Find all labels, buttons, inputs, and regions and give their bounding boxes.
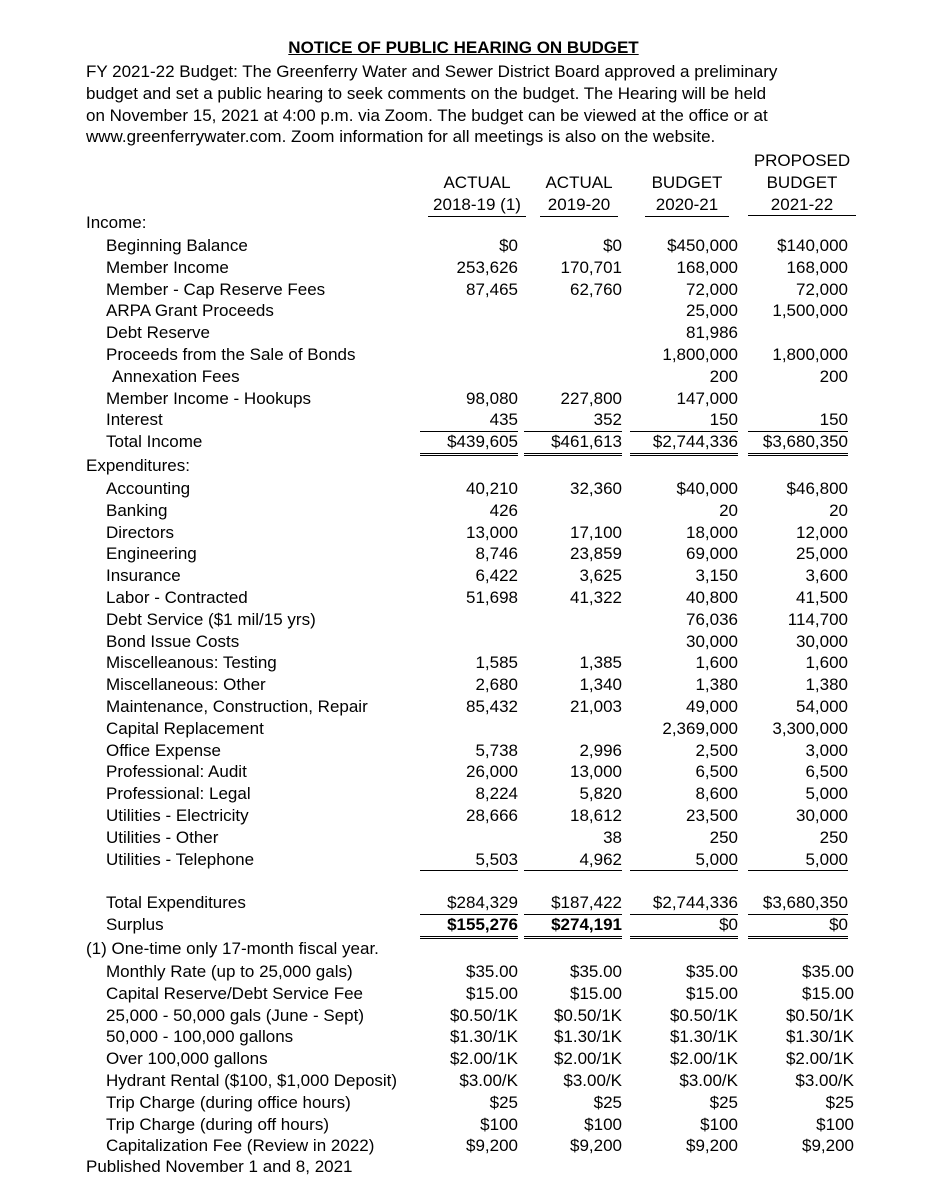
- income-row: [0, 366, 927, 388]
- row-value: 4,962: [524, 849, 622, 872]
- expenditure-row: [0, 587, 927, 609]
- row-value: $187,422: [524, 892, 622, 915]
- row-value: 1,600: [695, 653, 738, 673]
- row-value: 13,000: [570, 762, 622, 782]
- fiscal-year-footnote: (1) One-time only 17-month fiscal year.: [86, 939, 379, 958]
- row-value: 21,003: [570, 697, 622, 716]
- row-value: 20: [719, 500, 738, 520]
- row-value: $0.50/1K: [449, 1005, 518, 1025]
- expenditure-row: [0, 674, 927, 696]
- row-value: $2.00/1K: [449, 1049, 518, 1069]
- rate-row: [0, 1026, 927, 1048]
- row-value: $0.50/1K: [785, 1005, 854, 1025]
- row-value: 6,500: [695, 762, 738, 782]
- rate-row: [0, 1092, 927, 1114]
- row-label: Surplus: [106, 915, 164, 934]
- row-label: Accounting: [106, 479, 191, 498]
- row-value: 26,000: [466, 762, 518, 782]
- row-value: 2,500: [695, 740, 738, 760]
- row-label: Utilities - Other: [106, 827, 219, 847]
- expenditure-row: [0, 522, 927, 544]
- expenditure-row: [0, 761, 927, 783]
- row-label: Hydrant Rental ($100, $1,000 Deposit): [106, 1071, 398, 1090]
- row-value: $15.00: [466, 983, 518, 1003]
- row-value: $0: [748, 914, 848, 939]
- row-label: Bond Issue Costs: [106, 631, 240, 651]
- intro-line: budget and set a public hearing to seek comments on the budget. The Hearing will be held: [86, 83, 767, 103]
- row-value: 200: [819, 366, 848, 386]
- row-value: $35.00: [686, 962, 738, 981]
- row-value: $274,191: [524, 914, 622, 939]
- row-value: 250: [709, 827, 738, 847]
- expenditure-row: [0, 652, 927, 674]
- expenditure-row: [0, 500, 927, 522]
- row-value: 1,585: [475, 653, 518, 673]
- row-label: Debt Service ($1 mil/15 yrs): [106, 609, 316, 629]
- row-value: 23,859: [570, 544, 622, 564]
- row-value: $3,680,350: [748, 892, 848, 915]
- row-value: $1.30/1K: [669, 1027, 738, 1047]
- row-value: $0.50/1K: [553, 1005, 622, 1025]
- row-value: 6,422: [475, 566, 518, 586]
- row-value: $25: [489, 1092, 518, 1112]
- row-value: $9,200: [570, 1136, 622, 1156]
- row-value: 1,500,000: [772, 301, 848, 321]
- header-budget-2020-21: BUDGET 2020-21: [645, 172, 729, 217]
- row-label: Insurance: [106, 566, 181, 586]
- row-value: $2,744,336: [630, 431, 738, 456]
- surplus-row: [0, 914, 927, 936]
- income-row: [0, 388, 927, 410]
- row-value: 30,000: [796, 806, 848, 825]
- row-value: $35.00: [802, 962, 854, 981]
- row-label: Capitalization Fee (Review in 2022): [106, 1136, 375, 1156]
- row-value: 1,385: [579, 653, 622, 673]
- header-proposed-2021-22: PROPOSED BUDGET 2021-22: [748, 150, 856, 216]
- row-value: $1.30/1K: [785, 1027, 854, 1047]
- row-label: Interest: [106, 410, 163, 430]
- row-value: 200: [709, 366, 738, 386]
- row-value: 168,000: [676, 257, 738, 277]
- rate-row: [0, 1114, 927, 1136]
- row-value: $0: [630, 914, 738, 939]
- intro-line: FY 2021-22 Budget: The Greenferry Water and Sewer District Board approved a preliminary: [86, 62, 778, 81]
- row-value: 18,612: [570, 806, 622, 825]
- row-value: $3.00/K: [795, 1071, 854, 1090]
- row-label: Proceeds from the Sale of Bonds: [106, 345, 356, 364]
- row-label: Labor - Contracted: [106, 588, 248, 607]
- expenditure-row: [0, 783, 927, 805]
- row-value: $1.30/1K: [553, 1027, 622, 1047]
- row-value: $15.00: [802, 983, 854, 1003]
- row-value: $461,613: [524, 431, 622, 456]
- row-value: 40,800: [686, 588, 738, 607]
- row-label: Miscelleanous: Testing: [106, 653, 277, 673]
- row-value: 435: [420, 409, 518, 432]
- expenditure-row: [0, 478, 927, 500]
- row-value: 168,000: [786, 257, 848, 277]
- row-value: $15.00: [570, 983, 622, 1003]
- row-value: 8,224: [475, 784, 518, 804]
- row-value: $155,276: [420, 914, 518, 939]
- row-value: 147,000: [676, 388, 738, 408]
- row-value: $9,200: [686, 1136, 738, 1156]
- row-label: Total Expenditures: [106, 893, 246, 912]
- row-value: $284,329: [420, 892, 518, 915]
- total-expenditures-row: [0, 892, 927, 914]
- row-value: 5,000: [805, 784, 848, 804]
- row-value: 5,820: [579, 784, 622, 804]
- row-value: 23,500: [686, 806, 738, 825]
- row-label: 50,000 - 100,000 gallons: [106, 1027, 294, 1047]
- row-value: 51,698: [466, 588, 518, 607]
- row-value: $140,000: [777, 236, 848, 255]
- row-value: 30,000: [686, 631, 738, 651]
- row-value: $100: [480, 1114, 518, 1134]
- expenditure-row: [0, 543, 927, 565]
- row-value: 18,000: [686, 522, 738, 542]
- row-value: $3.00/K: [459, 1071, 518, 1090]
- row-value: $3.00/K: [563, 1071, 622, 1090]
- row-value: 6,500: [805, 762, 848, 782]
- expenditure-row: [0, 565, 927, 587]
- row-value: $9,200: [802, 1136, 854, 1156]
- row-value: 1,800,000: [662, 345, 738, 364]
- row-label: Utilities - Electricity: [106, 806, 249, 825]
- row-value: 1,340: [579, 675, 622, 695]
- row-value: 3,150: [695, 566, 738, 586]
- row-value: 1,800,000: [772, 345, 848, 364]
- row-value: 150: [630, 409, 738, 432]
- row-value: $0: [603, 236, 622, 255]
- row-value: 253,626: [456, 257, 518, 277]
- row-value: 40,210: [466, 479, 518, 498]
- row-value: 38: [603, 827, 622, 847]
- publication-footer: Published November 1 and 8, 2021: [86, 1157, 353, 1176]
- row-value: 85,432: [466, 697, 518, 716]
- row-value: 426: [489, 500, 518, 520]
- row-label: Annexation Fees: [112, 366, 240, 386]
- row-value: 250: [819, 827, 848, 847]
- row-value: 3,000: [805, 740, 848, 760]
- rate-row: [0, 1070, 927, 1092]
- row-value: $0: [499, 236, 518, 255]
- row-value: 8,600: [695, 784, 738, 804]
- row-value: 3,600: [805, 566, 848, 586]
- row-label: Member - Cap Reserve Fees: [106, 279, 326, 299]
- row-value: 25,000: [796, 544, 848, 564]
- total-income-row: [0, 431, 927, 453]
- row-value: 5,000: [748, 849, 848, 872]
- row-label: Professional: Audit: [106, 762, 247, 782]
- row-label: Office Expense: [106, 740, 221, 760]
- row-label: Professional: Legal: [106, 784, 251, 804]
- row-value: 69,000: [686, 544, 738, 564]
- row-value: 32,360: [570, 479, 622, 498]
- row-value: 30,000: [796, 631, 848, 651]
- row-label: Debt Reserve: [106, 323, 210, 343]
- row-label: Capital Replacement: [106, 718, 264, 738]
- row-value: $35.00: [466, 962, 518, 981]
- expenditure-row: [0, 631, 927, 653]
- row-value: 98,080: [466, 388, 518, 408]
- row-value: $40,000: [676, 479, 738, 498]
- row-value: 12,000: [796, 522, 848, 542]
- intro-line: on November 15, 2021 at 4:00 p.m. via Zoom. The budget can be viewed at the office or at: [86, 105, 768, 125]
- row-value: $3,680,350: [748, 431, 848, 456]
- row-value: $46,800: [786, 479, 848, 498]
- row-value: 8,746: [475, 544, 518, 564]
- row-value: 1,600: [805, 653, 848, 673]
- rate-row: [0, 1135, 927, 1157]
- row-value: $25: [825, 1092, 854, 1112]
- row-label: Engineering: [106, 544, 197, 564]
- row-label: Utilities - Telephone: [106, 849, 255, 869]
- row-value: 87,465: [466, 279, 518, 299]
- row-value: 41,322: [570, 588, 622, 607]
- row-label: Over 100,000 gallons: [106, 1049, 268, 1069]
- row-value: 13,000: [466, 522, 518, 542]
- row-value: 72,000: [686, 279, 738, 299]
- intro-line: www.greenferrywater.com. Zoom information for all meetings is also on the website.: [86, 127, 716, 147]
- header-actual-2018-19: ACTUAL 2018-19 (1): [428, 172, 526, 217]
- row-value: 49,000: [686, 697, 738, 716]
- row-value: $2.00/1K: [553, 1049, 622, 1069]
- expenditure-row: [0, 740, 927, 762]
- row-value: $100: [700, 1114, 738, 1134]
- row-label: Trip Charge (during office hours): [106, 1092, 351, 1112]
- expenditure-row: [0, 609, 927, 631]
- expenditure-row: [0, 827, 927, 849]
- rate-row: [0, 961, 927, 983]
- row-value: $25: [593, 1092, 622, 1112]
- row-value: $100: [584, 1114, 622, 1134]
- row-label: Member Income: [106, 257, 229, 277]
- row-value: 2,369,000: [662, 718, 738, 738]
- row-value: $15.00: [686, 983, 738, 1003]
- row-label: Miscellaneous: Other: [106, 675, 266, 695]
- intro-paragraph: [86, 61, 886, 148]
- row-value: 1,380: [695, 675, 738, 695]
- row-value: 170,701: [560, 257, 622, 277]
- row-value: 2,996: [579, 740, 622, 760]
- row-value: $450,000: [667, 236, 738, 255]
- income-row: [0, 300, 927, 322]
- row-value: 25,000: [686, 301, 738, 321]
- header-actual-2019-20: ACTUAL 2019-20: [540, 172, 618, 217]
- row-label: Banking: [106, 500, 168, 520]
- row-value: 81,986: [686, 323, 738, 343]
- income-row: [0, 344, 927, 366]
- row-value: 72,000: [796, 279, 848, 299]
- income-row: [0, 235, 927, 257]
- row-value: 3,300,000: [772, 718, 848, 738]
- row-value: $2,744,336: [630, 892, 738, 915]
- rate-row: [0, 1005, 927, 1027]
- row-label: Monthly Rate (up to 25,000 gals): [106, 962, 353, 981]
- rate-row: [0, 983, 927, 1005]
- row-value: 17,100: [570, 522, 622, 542]
- row-label: Beginning Balance: [106, 236, 248, 255]
- income-row: [0, 257, 927, 279]
- row-value: 20: [829, 500, 848, 520]
- row-value: 2,680: [475, 675, 518, 695]
- row-label: ARPA Grant Proceeds: [106, 301, 274, 321]
- row-value: 1,380: [805, 675, 848, 695]
- expenditures-section-heading: Expenditures:: [86, 456, 190, 475]
- row-value: 114,700: [787, 609, 848, 629]
- row-value: $35.00: [570, 962, 622, 981]
- income-row: [0, 322, 927, 344]
- row-label: 25,000 - 50,000 gals (June - Sept): [106, 1005, 364, 1025]
- page-title: NOTICE OF PUBLIC HEARING ON BUDGET: [288, 38, 639, 57]
- row-value: $2.00/1K: [785, 1049, 854, 1069]
- row-value: 41,500: [796, 588, 848, 607]
- income-row: [0, 279, 927, 301]
- expenditure-row: [0, 805, 927, 827]
- row-value: 76,036: [686, 609, 738, 629]
- row-value: $25: [709, 1092, 738, 1112]
- row-value: 5,738: [475, 740, 518, 760]
- row-value: 3,625: [579, 566, 622, 586]
- expenditure-row: [0, 696, 927, 718]
- row-value: $9,200: [466, 1136, 518, 1156]
- row-value: $100: [816, 1114, 854, 1134]
- row-value: $3.00/K: [679, 1071, 738, 1090]
- row-value: 28,666: [466, 806, 518, 825]
- row-value: $439,605: [420, 431, 518, 456]
- expenditure-row: [0, 718, 927, 740]
- row-value: 150: [748, 409, 848, 432]
- row-value: 352: [524, 409, 622, 432]
- rate-row: [0, 1048, 927, 1070]
- row-value: $0.50/1K: [669, 1005, 738, 1025]
- income-section-heading: Income:: [86, 213, 147, 232]
- row-label: Directors: [106, 522, 175, 542]
- row-label: Capital Reserve/Debt Service Fee: [106, 983, 364, 1003]
- row-label: Member Income - Hookups: [106, 388, 312, 408]
- income-row: [0, 409, 927, 431]
- row-label: Total Income: [106, 432, 203, 452]
- row-value: 227,800: [560, 388, 622, 408]
- row-label: Maintenance, Construction, Repair: [106, 697, 368, 716]
- row-value: $2.00/1K: [669, 1049, 738, 1069]
- row-label: Trip Charge (during off hours): [106, 1114, 329, 1134]
- row-value: $1.30/1K: [449, 1027, 518, 1047]
- row-value: 62,760: [570, 279, 622, 299]
- row-value: 5,000: [630, 849, 738, 872]
- row-value: 5,503: [420, 849, 518, 872]
- expenditure-row: [0, 849, 927, 871]
- row-value: 54,000: [796, 697, 848, 716]
